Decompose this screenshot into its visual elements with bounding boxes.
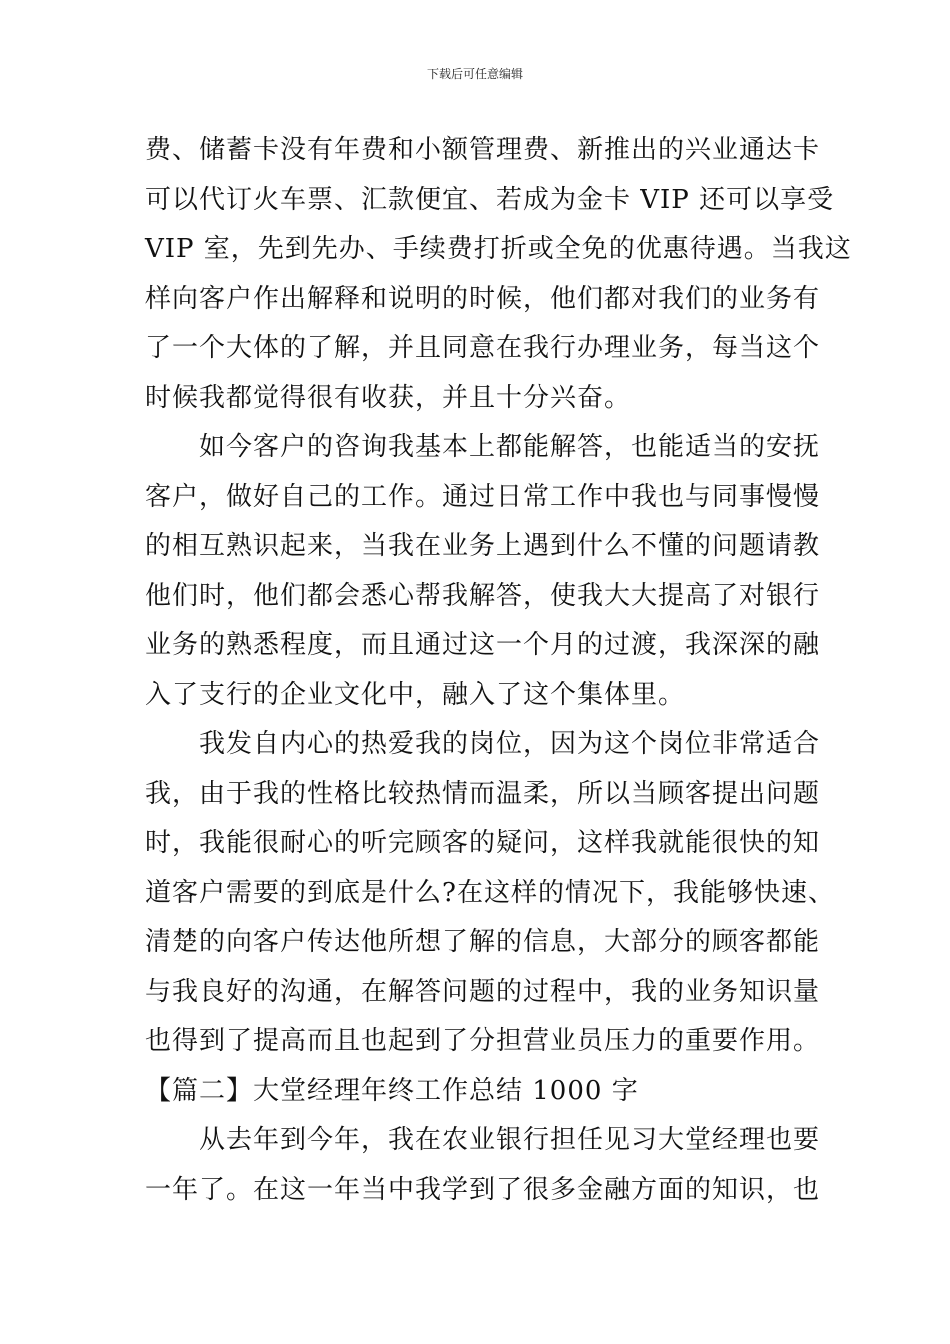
text-line: 的相互熟识起来，当我在业务上遇到什么不懂的问题请教 (145, 531, 821, 561)
text-line: 入了支行的企业文化中，融入了这个集体里。 (145, 679, 686, 710)
text-line: 费、储蓄卡没有年费和小额管理费、新推出的兴业通达卡 (145, 135, 821, 165)
text-line: 样向客户作出解释和说明的时候，他们都对我们的业务有 (145, 283, 821, 314)
text-line: 业务的熟悉程度，而且通过这一个月的过渡，我深深的融 (145, 630, 821, 660)
text-line: 道客户需要的到底是什么?在这样的情况下，我能够快速、 (145, 877, 835, 908)
paragraph-start-line: 如今客户的咨询我基本上都能解答，也能适当的安抚 (199, 432, 821, 462)
text-line: 了一个大体的了解，并且同意在我行办理业务，每当这个 (145, 333, 821, 363)
text-line: 可以代订火车票、汇款便宜、若成为金卡 VIP 还可以享受 (145, 184, 835, 215)
document-body (145, 126, 852, 1215)
text-line: 时候我都觉得很有收获，并且十分兴奋。 (145, 382, 632, 413)
section-heading: 【篇二】大堂经理年终工作总结 1000 字 (145, 1075, 639, 1106)
text-line: 他们时，他们都会悉心帮我解答，使我大大提高了对银行 (145, 580, 821, 611)
text-line: 一年了。在这一年当中我学到了很多金融方面的知识，也 (145, 1174, 821, 1205)
text-line: 时，我能很耐心的听完顾客的疑问，这样我就能很快的知 (145, 828, 821, 858)
text-line: 与我良好的沟通，在解答问题的过程中，我的业务知识量 (145, 976, 821, 1007)
paragraph-start-line: 从去年到今年，我在农业银行担任见习大堂经理也要 (199, 1125, 821, 1155)
text-line: 也得到了提高而且也起到了分担营业员压力的重要作用。 (145, 1026, 821, 1056)
text-line: 客户，做好自己的工作。通过日常工作中我也与同事慢慢 (145, 481, 821, 512)
text-line: 清楚的向客户传达他所想了解的信息，大部分的顾客都能 (145, 927, 821, 957)
page-header: 下载后可任意编辑 (426, 67, 523, 81)
paragraph-start-line: 我发自内心的热爱我的岗位，因为这个岗位非常适合 (199, 729, 821, 759)
text-line: VIP 室，先到先办、手续费打折或全免的优惠待遇。当我这 (145, 234, 852, 264)
text-line: 我，由于我的性格比较热情而温柔，所以当顾客提出问题 (145, 778, 821, 809)
